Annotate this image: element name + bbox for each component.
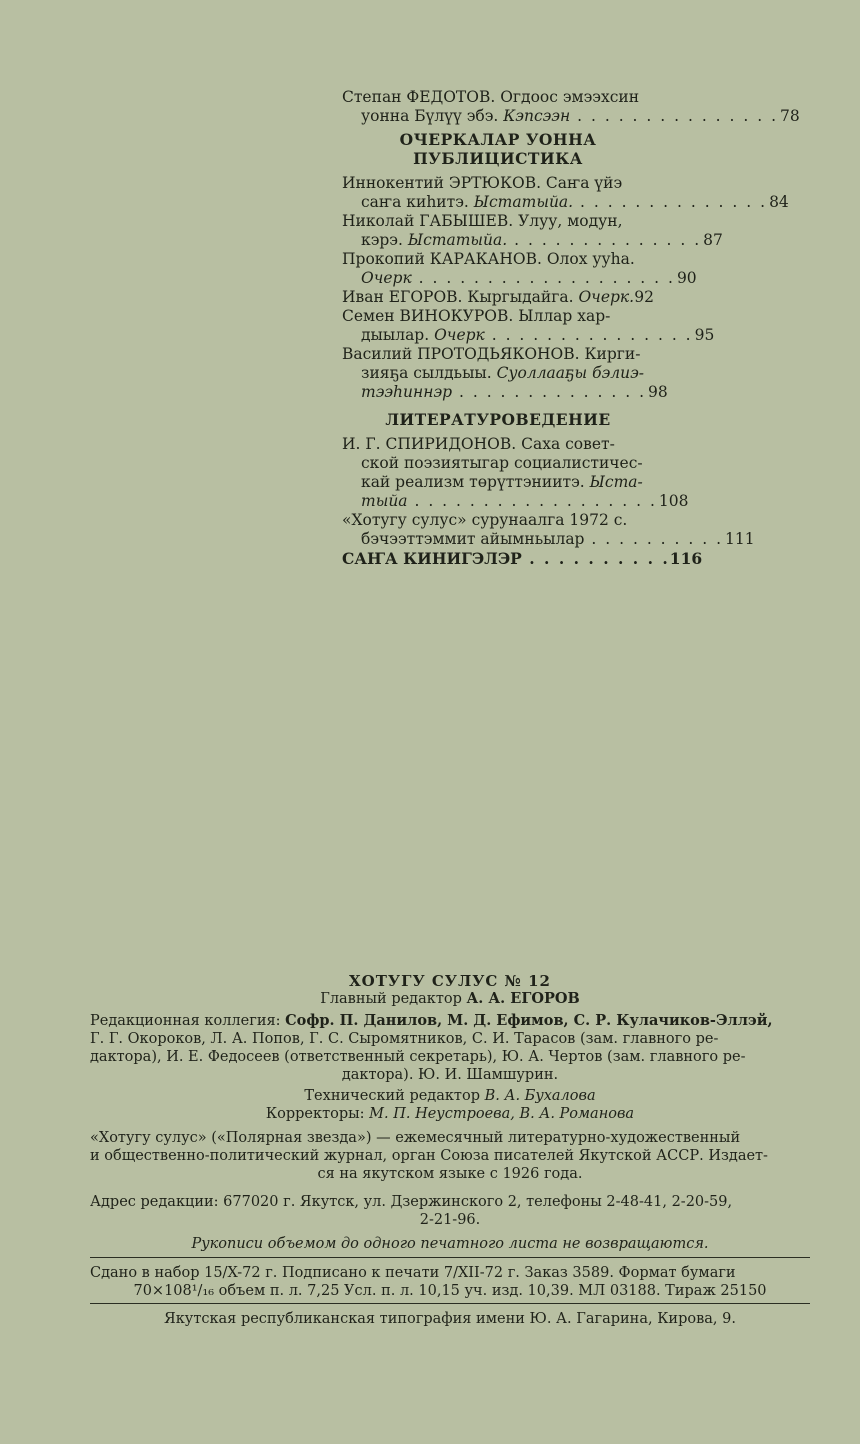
chief-editor: Главный редактор А. А. ЕГОРОВ xyxy=(320,990,580,1007)
toc-page-number: 90 xyxy=(676,269,697,287)
technical-editor: Технический редактор В. А. Бухалова xyxy=(304,1088,596,1104)
editorial-board-line: дактора), И. Е. Федосеев (ответственный секретарь), Ю. А. Чертов (зам. главного ре- xyxy=(90,1049,746,1065)
about-journal: «Хотугу сулус» («Полярная звезда») — ежемесячный литературно-художественный xyxy=(90,1130,741,1146)
editorial-board-line: Г. Г. Окороков, Л. А. Попов, Г. С. Сыромятников, С. И. Тарасов (зам. главного ре- xyxy=(90,1031,719,1047)
toc-page-number: 108 xyxy=(658,492,689,510)
toc-entry-genre: Кэпсээн xyxy=(503,107,571,125)
toc-entry-new-books: САҤА КИНИГЭЛЭР . . . . . . . . . . 116 xyxy=(342,549,703,568)
about-journal: и общественно-политический журнал, орган Союза писателей Якутской АССР. Издает- xyxy=(90,1148,768,1164)
journal-title: ХОТУГУ СУЛУС № 12 xyxy=(349,972,551,990)
toc-page-number: 78 xyxy=(780,107,800,125)
toc-entry-egorov: Иван ЕГОРОВ. Кыргыдайга. Очерк. 92 xyxy=(342,288,654,306)
editorial-board-line: дактора). Ю. И. Шамшурин. xyxy=(341,1067,559,1083)
section-heading-literary-studies: ЛИТЕРАТУРОВЕДЕНИЕ xyxy=(385,410,611,429)
toc-page-number: 116 xyxy=(669,549,703,568)
imprint-block xyxy=(90,972,810,1328)
section-heading-essays: ОЧЕРКАЛАР УОННА ПУБЛИЦИСТИКА xyxy=(399,130,597,168)
toc-entry-line: уонна Бүлүү эбэ. xyxy=(361,107,499,125)
toc-entry-published-works: «Хотугу сулус» сурунаалга 1972 с. бэчээттэммит айымньылар . . . . . . . . . . 111 xyxy=(342,511,755,548)
toc-page-number: 111 xyxy=(725,530,755,548)
correctors: Корректоры: М. П. Неустроева, В. А. Романова xyxy=(265,1106,635,1122)
toc-entry-gabyshev: Николай ГАБЫШЕВ. Улуу, модун, кэрэ. Ыстатыйа. . . . . . . . . . . . . . . 87 xyxy=(342,212,723,249)
toc-page-number: 87 xyxy=(703,231,723,249)
manuscripts-note: Рукописи объемом до одного печатного листа не возвращаются. xyxy=(191,1236,709,1252)
print-details: 70×108¹/₁₆ объем п. л. 7,25 Усл. п. л. 10,15 уч. изд. 10,39. МЛ 03188. Тираж 25150 xyxy=(133,1283,767,1299)
toc-page-number: 92 xyxy=(634,288,654,306)
table-of-contents xyxy=(342,88,800,568)
toc-entry-ertyukov: Иннокентий ЭРТЮКОВ. Саҥа үйэ саҥа киһитэ. Ыстатыйа. . . . . . . . . . . . . . . 84 xyxy=(342,174,789,211)
about-journal: ся на якутском языке с 1926 года. xyxy=(317,1166,583,1182)
editorial-board: Редакционная коллегия: Софр. П. Данилов, М. Д. Ефимов, С. Р. Кулачиков-Эллэй, xyxy=(90,1012,773,1029)
toc-page-number: 84 xyxy=(769,193,789,211)
printer-info: Якутская республиканская типография имени Ю. А. Гагарина, Кирова, 9. xyxy=(164,1311,736,1327)
toc-entry-karakanov: Прокопий КАРАКАНОВ. Олох ууһа. Очерк . . . . . . . . . . . . . . . . . . . 90 xyxy=(342,250,697,287)
toc-entry-line: Степан ФЕДОТОВ. Огдоос эмээхсин xyxy=(342,88,640,106)
toc-entry-vinokurov: Семен ВИНОКУРОВ. Ыллар хар- дыылар. Очерк . . . . . . . . . . . . . . . 95 xyxy=(342,307,715,344)
toc-entry-protodyakonov: Василий ПРОТОДЬЯКОНОВ. Кирги- зияҕа сылдьыы. Суоллааҕы бэлиэ- тээһиннэр . . . . . . . . . . . . . . 98 xyxy=(342,345,668,401)
editorial-address: Адрес редакции: 677020 г. Якутск, ул. Дзержинского 2, телефоны 2-48-41, 2-20-59, xyxy=(90,1194,733,1210)
editorial-address: 2-21-96. xyxy=(419,1212,481,1228)
toc-page-number: 98 xyxy=(648,383,668,401)
toc-entry-spiridonov: И. Г. СПИРИДОНОВ. Саха совет- ской поэзиятыгар социалистичес- кай реализм төрүттэниитэ. Ыста- тыйа . . . . . . . . . . . . . . . . . . 108 xyxy=(342,435,689,510)
toc-leader-dots: . . . . . . . . . . . . . . . xyxy=(570,107,779,125)
toc-page-number: 95 xyxy=(694,326,715,344)
toc-entry-fedotov xyxy=(342,88,800,126)
print-details: Сдано в набор 15/X-72 г. Подписано к печати 7/XII-72 г. Заказ 3589. Формат бумаги xyxy=(90,1265,736,1281)
